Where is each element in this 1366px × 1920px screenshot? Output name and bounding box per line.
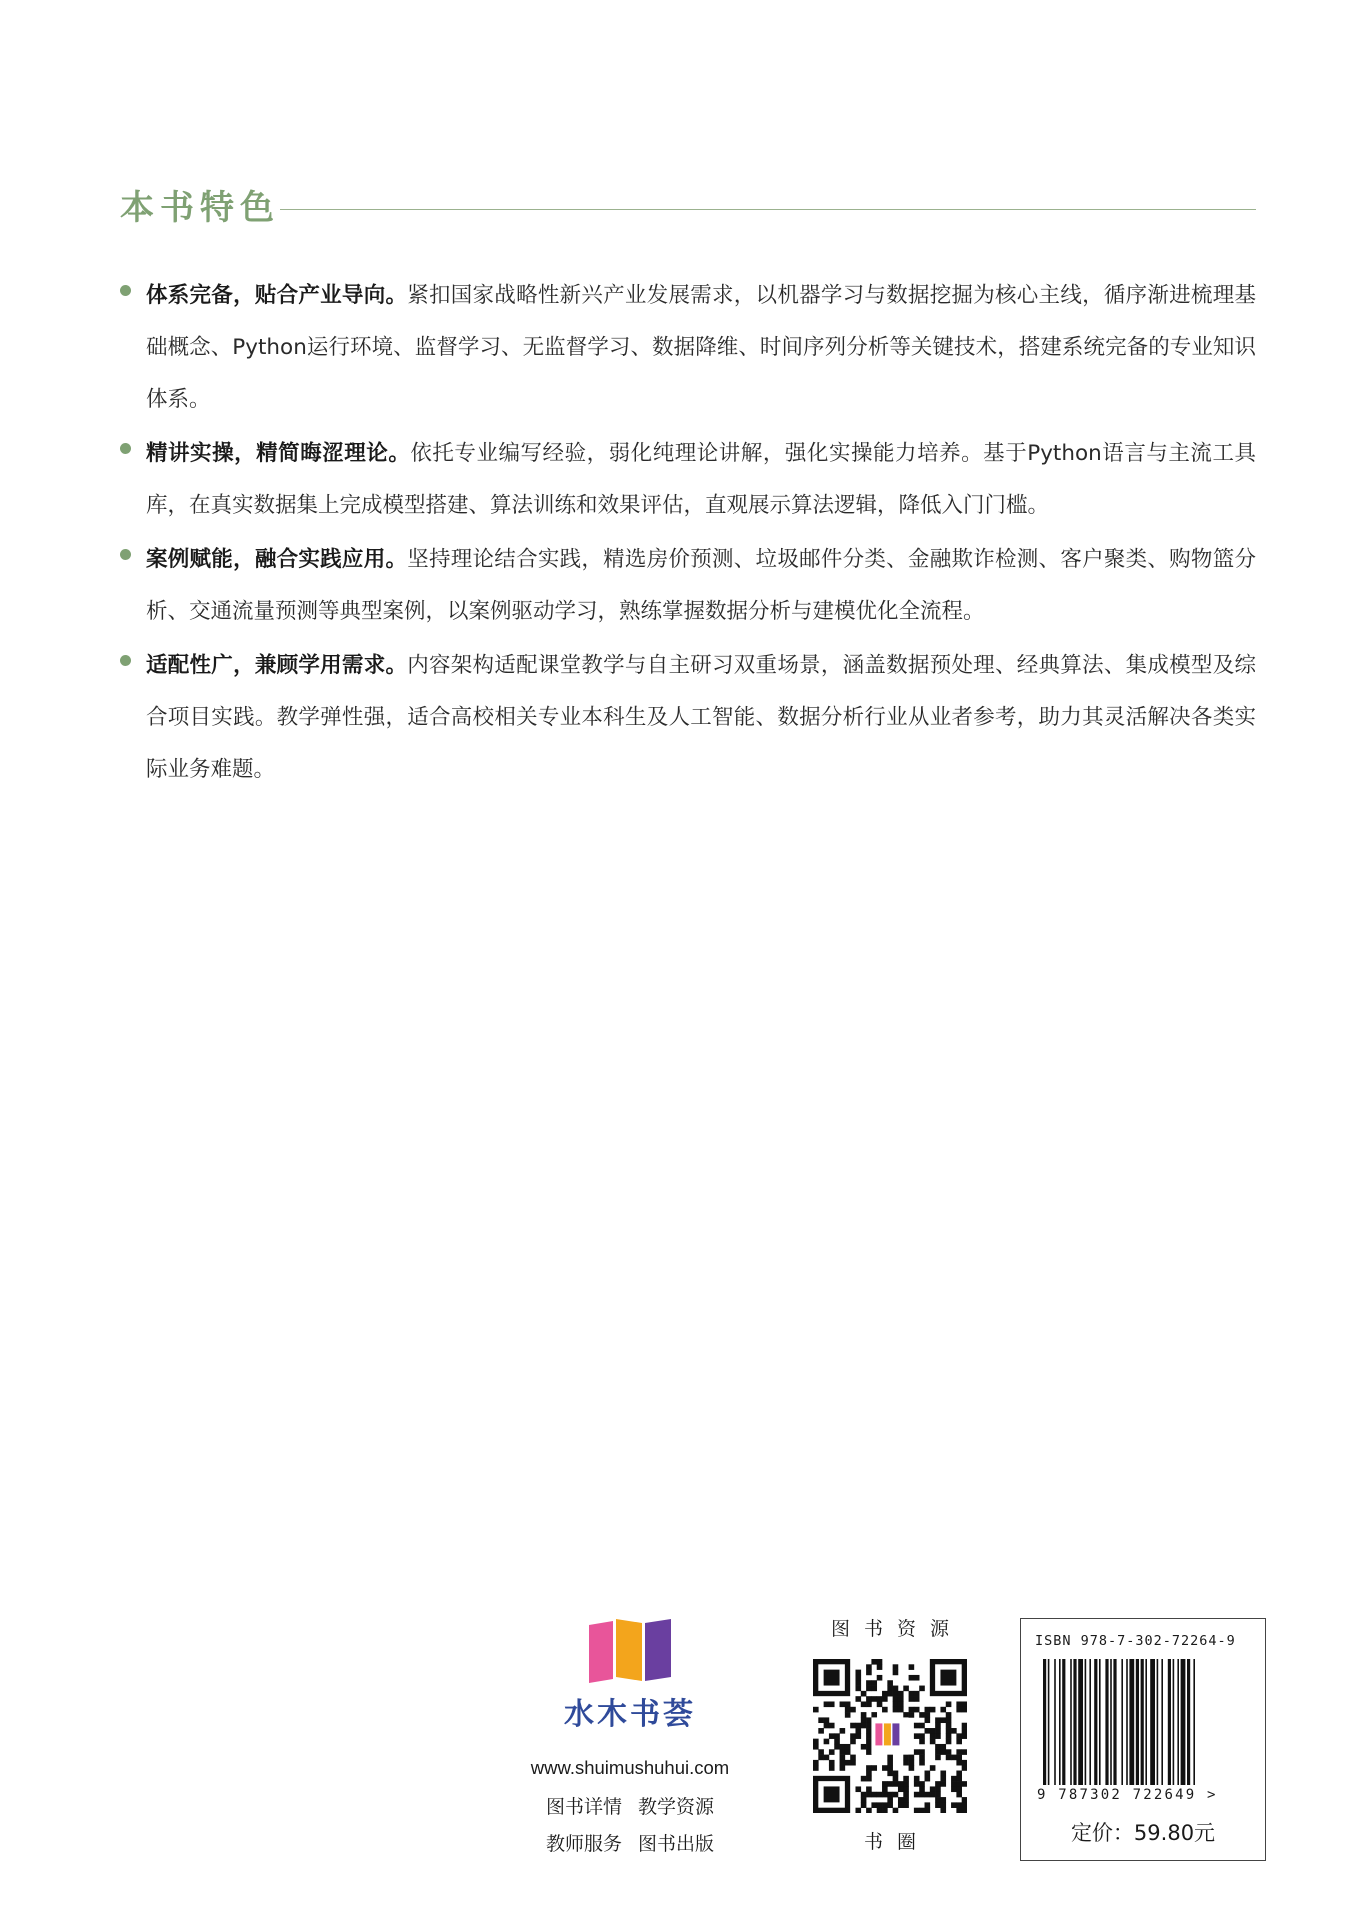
bullet-icon <box>120 549 131 560</box>
feature-body: 紧扣国家战略性新兴产业发展需求，以机器学习与数据挖掘为核心主线，循序渐进梳理基础概念、Python运行环境、监督学习、无监督学习、数据降维、时间序列分析等关键技术，搭建系统完备的专业知识体系。 <box>146 283 1256 412</box>
isbn-box <box>1020 1618 1266 1861</box>
publisher-name: 水木书荟 <box>564 1697 696 1732</box>
feature-item <box>120 640 1256 796</box>
barcode-icon <box>1043 1659 1247 1785</box>
section-divider <box>280 209 1256 210</box>
feature-text <box>146 640 1256 796</box>
barcode-digits: 9 787302 722649 > <box>1037 1787 1218 1803</box>
feature-body: 内容架构适配课堂教学与自主研习双重场景，涵盖数据预处理、经典算法、集成模型及综合项目实践。教学弹性强，适合高校相关专业本科生及人工智能、数据分析行业从业者参考，助力其灵活解决各类实际业务难题。 <box>146 653 1256 782</box>
feature-heading: 体系完备，贴合产业导向。 <box>146 283 408 308</box>
bullet-icon <box>120 285 131 296</box>
feature-heading: 精讲实操，精简晦涩理论。 <box>146 441 411 466</box>
book-logo-icon <box>585 1615 675 1685</box>
publisher-links <box>505 1789 755 1863</box>
bullet-icon <box>120 443 131 454</box>
link-teaching-resources[interactable]: 教学资源 <box>638 1796 715 1818</box>
feature-body: 坚持理论结合实践，精选房价预测、垃圾邮件分类、金融欺诈检测、客户聚类、购物篮分析、交通流量预测等典型案例，以案例驱动学习，熟练掌握数据分析与建模优化全流程。 <box>146 547 1256 624</box>
link-teacher-service[interactable]: 教师服务 <box>545 1833 622 1855</box>
price-label: 定价：59.80元 <box>1070 1821 1216 1845</box>
qr-title: 图书资源 <box>830 1618 963 1640</box>
link-book-details[interactable]: 图书详情 <box>545 1796 622 1818</box>
qr-block <box>810 1614 970 1854</box>
feature-text <box>146 270 1256 426</box>
feature-body: 依托专业编写经验，弱化纯理论讲解，强化实操能力培养。基于Python语言与主流工具库，在真实数据集上完成模型搭建、算法训练和效果评估，直观展示算法逻辑，降低入门门槛。 <box>146 441 1256 518</box>
publisher-block <box>505 1615 755 1863</box>
feature-list <box>120 270 1256 798</box>
section-header <box>120 183 1256 233</box>
bullet-icon <box>120 655 131 666</box>
publisher-website[interactable]: www.shuimushuhui.com <box>530 1757 730 1778</box>
qr-code-icon[interactable] <box>813 1659 967 1813</box>
feature-item <box>120 428 1256 532</box>
isbn-text: ISBN 978-7-302-72264-9 <box>1035 1633 1236 1649</box>
feature-item <box>120 534 1256 638</box>
feature-heading: 适配性广，兼顾学用需求。 <box>146 653 408 678</box>
feature-text <box>146 428 1256 532</box>
section-title: 本书特色 <box>120 188 280 228</box>
feature-heading: 案例赋能，融合实践应用。 <box>146 547 408 572</box>
feature-item <box>120 270 1256 426</box>
link-book-publishing[interactable]: 图书出版 <box>638 1833 715 1855</box>
feature-text <box>146 534 1256 638</box>
qr-caption: 书圈 <box>863 1831 930 1853</box>
